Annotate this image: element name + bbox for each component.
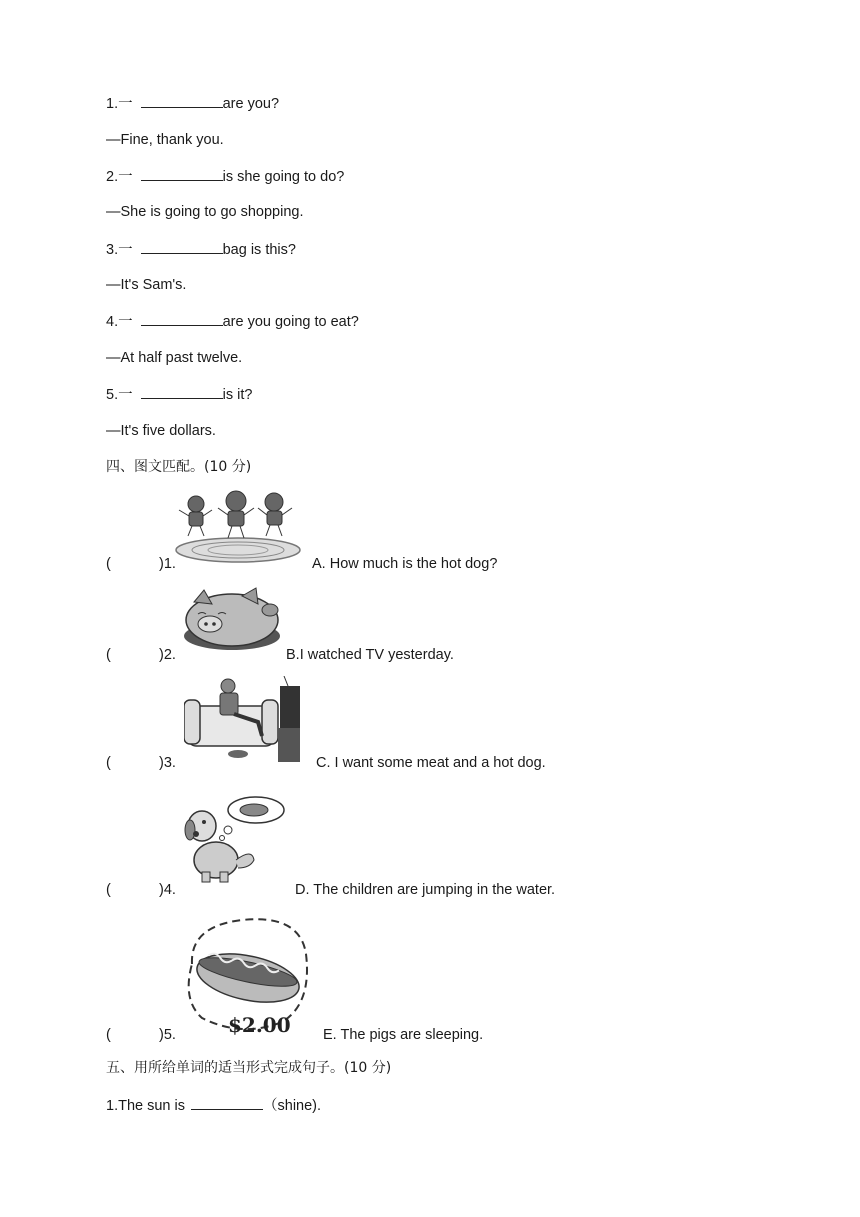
answer-blank[interactable] <box>141 93 223 108</box>
item-number: )4. <box>159 882 176 898</box>
answer-blank[interactable] <box>191 1095 263 1110</box>
question-number: 5.一 <box>106 387 133 403</box>
question-number: 4.一 <box>106 314 133 330</box>
choice-c: C. I want some meat and a hot dog. <box>316 755 546 771</box>
answer-blank[interactable] <box>141 311 223 326</box>
question-text: is she going to do? <box>222 169 345 185</box>
dialogue-2-answer: —She is going to go shopping. <box>106 204 304 220</box>
sleeping-pig-icon <box>182 586 282 654</box>
dialogue-4-question <box>106 311 359 332</box>
dialogue-2-question <box>106 166 344 187</box>
question-text: is it? <box>222 387 253 403</box>
jumping-children-icon <box>174 488 302 564</box>
section-5-heading: 五、用所给单词的适当形式完成句子。(10 分) <box>106 1060 392 1076</box>
answer-paren-open[interactable]: ( <box>106 882 111 898</box>
dog-thinking-of-food-icon <box>182 794 286 884</box>
question-text: are you? <box>222 96 280 112</box>
dialogue-3-answer: —It's Sam's. <box>106 277 187 293</box>
item-number: )1. <box>159 556 176 572</box>
answer-paren-open[interactable]: ( <box>106 647 111 663</box>
answer-paren-open[interactable]: ( <box>106 755 111 771</box>
hot-dog-price-icon <box>182 914 312 1038</box>
answer-blank[interactable] <box>141 384 223 399</box>
item-number: )2. <box>159 647 176 663</box>
dialogue-3-question <box>106 239 296 260</box>
question-number: 2.一 <box>106 169 133 185</box>
choice-b: B.I watched TV yesterday. <box>286 647 454 663</box>
price-label: $2.00 <box>228 1013 291 1037</box>
answer-blank[interactable] <box>141 239 223 254</box>
dialogue-4-answer: —At half past twelve. <box>106 350 243 366</box>
item-number: )5. <box>159 1027 176 1043</box>
answer-blank[interactable] <box>141 166 223 181</box>
section-4-heading: 四、图文匹配。(10 分) <box>106 459 252 475</box>
man-watching-tv-icon <box>184 676 302 762</box>
question-number: 1.一 <box>106 96 133 112</box>
question-number: 3.一 <box>106 242 133 258</box>
question-hint: （shine). <box>263 1098 322 1114</box>
choice-a: A. How much is the hot dog? <box>312 556 498 572</box>
question-text: are you going to eat? <box>222 314 359 330</box>
item-number: )3. <box>159 755 176 771</box>
dialogue-5-question <box>106 384 252 405</box>
dialogue-1-question <box>106 93 279 114</box>
dialogue-5-answer: —It's five dollars. <box>106 423 216 439</box>
choice-e: E. The pigs are sleeping. <box>323 1027 484 1043</box>
question-text: 1.The sun is <box>106 1098 185 1114</box>
answer-paren-open[interactable]: ( <box>106 1027 111 1043</box>
dialogue-1-answer: —Fine, thank you. <box>106 132 224 148</box>
question-text: bag is this? <box>222 242 296 258</box>
section-5-question-1 <box>106 1095 321 1116</box>
choice-d: D. The children are jumping in the water. <box>295 882 556 898</box>
answer-paren-open[interactable]: ( <box>106 556 111 572</box>
